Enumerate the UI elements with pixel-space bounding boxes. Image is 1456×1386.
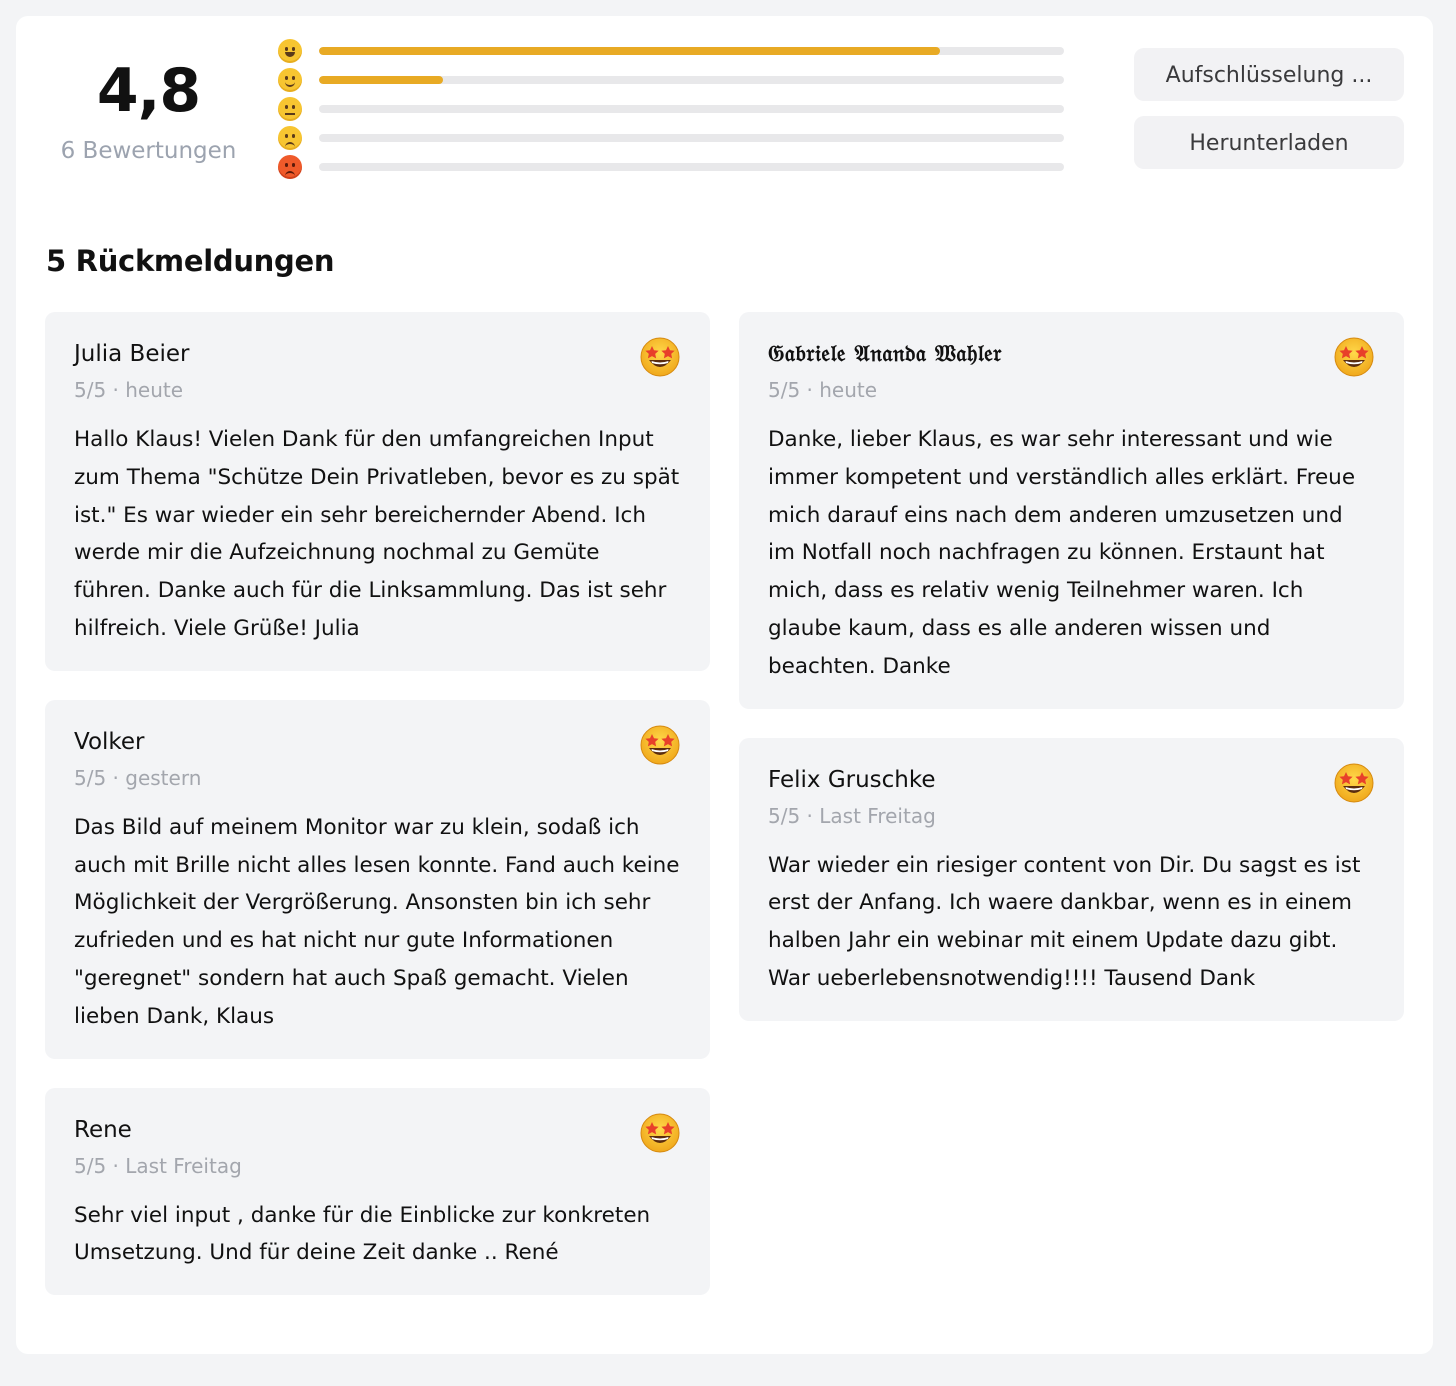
review-meta: 5/5 · Last Freitag bbox=[74, 1153, 242, 1178]
distribution-bar-track bbox=[319, 134, 1064, 142]
download-button[interactable]: Herunterladen bbox=[1134, 116, 1404, 169]
star-struck-face-icon bbox=[639, 1112, 681, 1154]
smiling-face-icon bbox=[278, 68, 302, 92]
reviewer-name: Volker bbox=[74, 728, 145, 755]
reviewer-name: Julia Beier bbox=[74, 341, 190, 367]
neutral-face-icon bbox=[278, 97, 302, 121]
distribution-bar-track bbox=[319, 47, 1064, 55]
average-score: 4,8 bbox=[96, 56, 201, 126]
feedback-column-left bbox=[45, 312, 710, 1324]
review-text: Das Bild auf meinem Monitor war zu klein, sodaß ich auch mit Brille nicht alles lesen konnte. Fand auch keine Möglichkeit der Vergrößerung. Ansonsten bin ich sehr zufrieden und es hat nicht nur gute Informationen "geregnet" sondern hat auch Spaß gemacht. Vielen lieben Dank, Klaus bbox=[74, 814, 680, 1029]
distribution-row-neutral bbox=[278, 96, 1064, 125]
review-meta: 5/5 · gestern bbox=[74, 765, 202, 790]
rating-distribution bbox=[278, 38, 1064, 183]
rating-summary bbox=[46, 56, 251, 164]
distribution-bar-track bbox=[319, 163, 1064, 171]
distribution-bar-track bbox=[319, 76, 1064, 84]
feedback-card bbox=[45, 1088, 710, 1296]
reviewer-name: Felix Gruschke bbox=[768, 766, 936, 793]
star-struck-face-icon bbox=[1333, 336, 1375, 378]
distribution-bar-track bbox=[319, 105, 1064, 113]
star-struck-face-icon bbox=[639, 724, 681, 766]
feedback-card bbox=[45, 700, 710, 1059]
review-meta: 5/5 · heute bbox=[768, 378, 878, 402]
distribution-bar-fill bbox=[319, 47, 940, 55]
review-text: War wieder ein riesiger content von Dir. Du sagst es ist erst der Anfang. Ich waere dankbar, wenn es in einem halben Jahr ein webinar mit einem Update dazu gibt. War ueberlebensnotwendig!!!! Tausend Dank bbox=[768, 852, 1361, 991]
distribution-row-sad bbox=[278, 125, 1064, 154]
reviewer-name: Rene bbox=[74, 1116, 132, 1143]
ratings-panel bbox=[16, 16, 1433, 1354]
distribution-bar-fill bbox=[319, 76, 443, 84]
star-struck-face-icon bbox=[1333, 762, 1375, 804]
distribution-row-smiling bbox=[278, 67, 1064, 96]
sad-face-icon bbox=[278, 126, 302, 150]
feedback-card bbox=[739, 312, 1404, 709]
review-meta: 5/5 · Last Freitag bbox=[768, 803, 936, 828]
feedback-card bbox=[45, 312, 710, 671]
reviewer-name: 𝔊𝔞𝔟𝔯𝔦𝔢𝔩𝔢 𝔄𝔫𝔞𝔫𝔡𝔞 𝔚𝔞𝔥𝔩𝔢𝔯 bbox=[768, 340, 1002, 367]
feedback-column-right bbox=[739, 312, 1404, 1050]
feedback-card bbox=[739, 738, 1404, 1021]
star-struck-face-icon bbox=[639, 336, 681, 378]
distribution-row-angry bbox=[278, 154, 1064, 183]
review-text: Sehr viel input , danke für die Einblicke zur konkreten Umsetzung. Und für deine Zeit danke .. René bbox=[74, 1202, 651, 1266]
breakdown-button[interactable]: Aufschlüsselung ... bbox=[1134, 48, 1404, 101]
review-meta: 5/5 · heute bbox=[74, 378, 184, 402]
star-struck-face-icon bbox=[278, 39, 302, 63]
rating-count: 6 Bewertungen bbox=[60, 138, 237, 164]
angry-face-icon bbox=[278, 155, 302, 179]
review-text: Hallo Klaus! Vielen Dank für den umfangreichen Input zum Thema "Schütze Dein Privatleben, bevor es zu spät ist." Es war wieder ein sehr bereichernder Abend. Ich werde mir die Aufzeichnung nochmal zu Gemüte führen. Danke auch für die Linksammlung. Das ist sehr hilfreich. Viele Grüße! Julia bbox=[74, 427, 680, 641]
review-text: Danke, lieber Klaus, es war sehr interessant und wie immer kompetent und verständlich alles erklärt. Freue mich darauf eins nach dem anderen umzusetzen und im Notfall noch nachfragen zu können. Erstaunt hat mich, dass es relativ wenig Teilnehmer waren. Ich glaube kaum, dass es alle anderen wissen und beachten. Danke bbox=[768, 427, 1356, 679]
feedback-heading: 5 Rückmeldungen bbox=[46, 244, 335, 278]
distribution-row-star-struck bbox=[278, 38, 1064, 67]
